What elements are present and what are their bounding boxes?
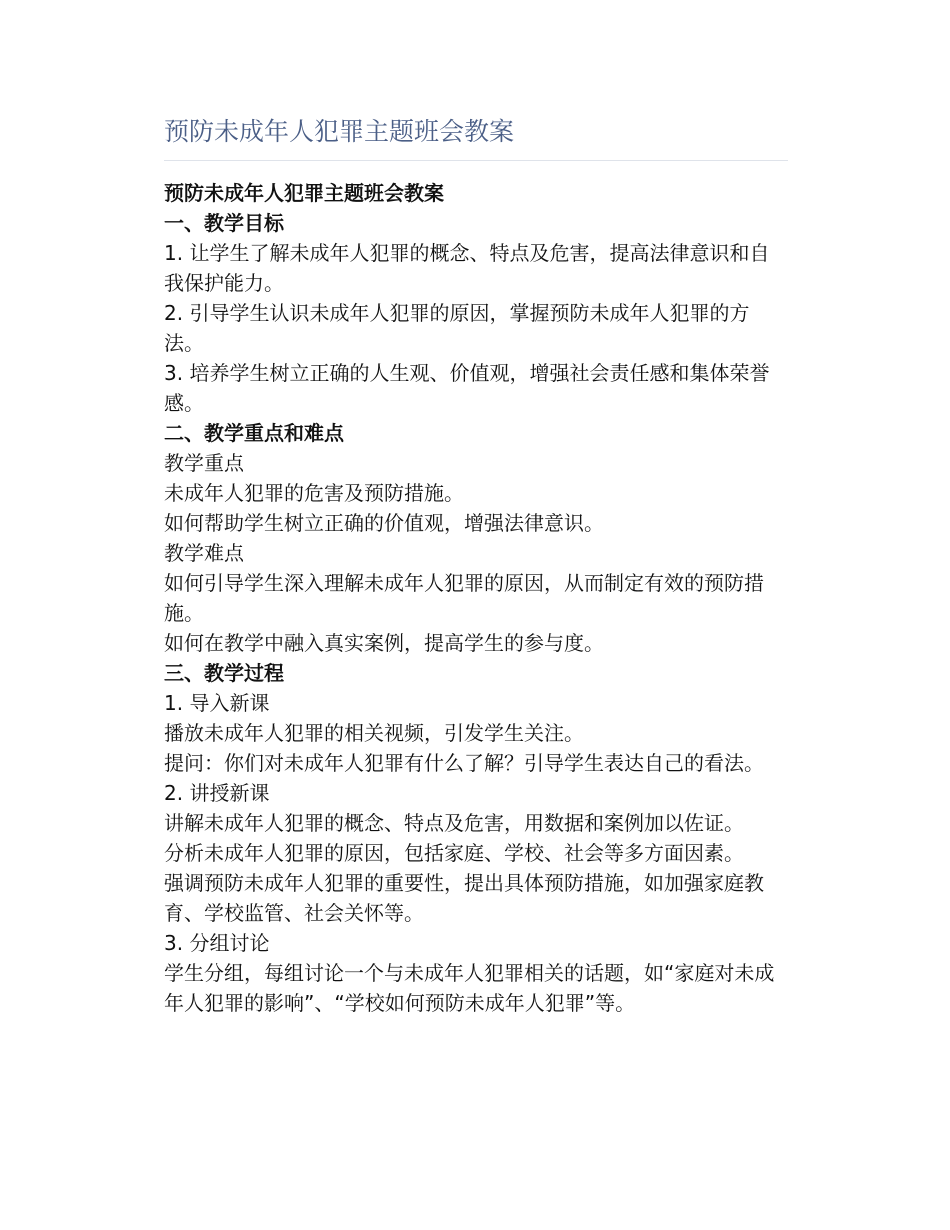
body-paragraph: 2. 讲授新课 — [164, 781, 270, 805]
body-paragraph: 如何引导学生深入理解未成年人犯罪的原因，从而制定有效的预防措施。 — [164, 571, 764, 625]
body-paragraph: 教学难点 — [164, 541, 244, 565]
body-paragraph: 未成年人犯罪的危害及预防措施。 — [164, 481, 464, 505]
body-paragraph: 1. 导入新课 — [164, 691, 270, 715]
body-paragraph: 如何在教学中融入真实案例，提高学生的参与度。 — [164, 631, 604, 655]
section-heading: 二、教学重点和难点 — [164, 421, 344, 445]
body-paragraph: 强调预防未成年人犯罪的重要性，提出具体预防措施，如加强家庭教育、学校监管、社会关怀等。 — [164, 871, 764, 925]
body-paragraph: 分析未成年人犯罪的原因，包括家庭、学校、社会等多方面因素。 — [164, 841, 744, 865]
body-paragraph: 3. 培养学生树立正确的人生观、价值观，增强社会责任感和集体荣誉感。 — [164, 361, 770, 415]
body-paragraph: 教学重点 — [164, 451, 244, 475]
section-heading: 一、教学目标 — [164, 211, 284, 235]
section-heading: 三、教学过程 — [164, 661, 284, 685]
body-paragraph: 1. 让学生了解未成年人犯罪的概念、特点及危害，提高法律意识和自我保护能力。 — [164, 241, 770, 295]
body-paragraph: 学生分组，每组讨论一个与未成年人犯罪相关的话题，如“家庭对未成年人犯罪的影响”、“学校如何预防未成年人犯罪”等。 — [164, 961, 775, 1015]
body-paragraph: 讲解未成年人犯罪的概念、特点及危害，用数据和案例加以佐证。 — [164, 811, 744, 835]
body-paragraph: 2. 引导学生认识未成年人犯罪的原因，掌握预防未成年人犯罪的方法。 — [164, 301, 750, 355]
document-body — [164, 178, 788, 1018]
section-heading: 预防未成年人犯罪主题班会教案 — [164, 181, 444, 205]
body-paragraph: 3. 分组讨论 — [164, 931, 270, 955]
document-title: 预防未成年人犯罪主题班会教案 — [164, 112, 788, 161]
body-paragraph: 提问：你们对未成年人犯罪有什么了解？引导学生表达自己的看法。 — [164, 751, 764, 775]
document-page — [164, 112, 788, 1018]
body-paragraph: 如何帮助学生树立正确的价值观，增强法律意识。 — [164, 511, 604, 535]
body-paragraph: 播放未成年人犯罪的相关视频，引发学生关注。 — [164, 721, 584, 745]
